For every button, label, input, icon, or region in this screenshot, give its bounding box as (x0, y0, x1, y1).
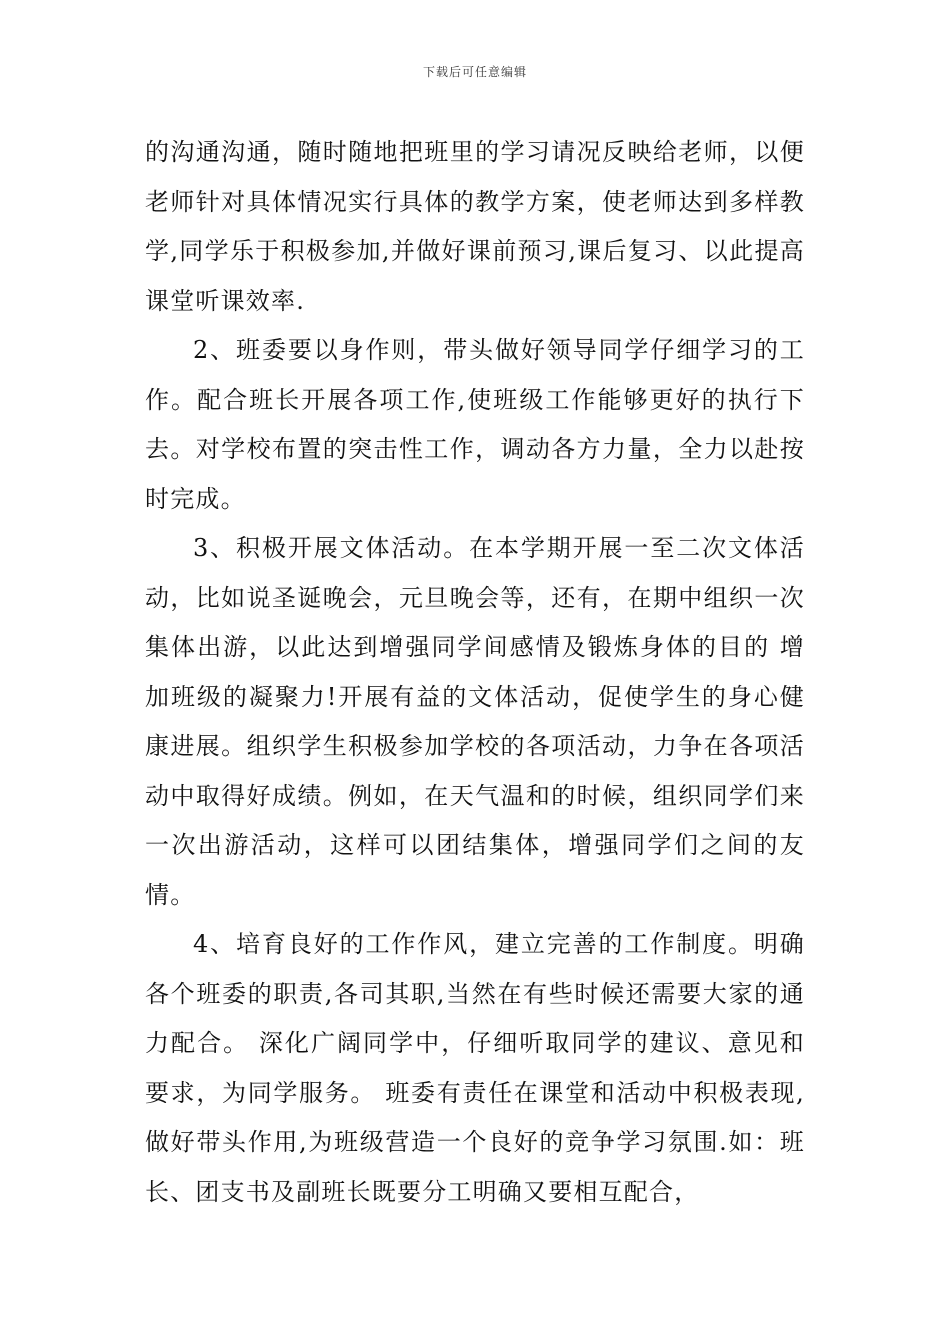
paragraph-item-4: 4、培育良好的工作作风，建立完善的工作制度。明确各个班委的职责,各司其职,当然在有些时候还需要大家的通力配合。 深化广阔同学中，仔细听取同学的建议、意见和要求，为同学服务。 班委有责任在课堂和活动中积极表现,做好带头作用,为班级营造一个良好的竞争学习氛围.如：班长、团支书及副班长既要分工明确又要相互配合， (145, 930, 805, 1206)
paragraph-item-2: 2、班委要以身作则，带头做好领导同学仔细学习的工作。配合班长开展各项工作,使班级工作能够更好的执行下去。对学校布置的突击性工作，调动各方力量，全力以赴按时完成。 (145, 336, 805, 513)
page-header: 下载后可任意编辑 (422, 65, 527, 79)
paragraph-continuation: 的沟通沟通，随时随地把班里的学习请况反映给老师，以便老师针对具体情况实行具体的教学方案，使老师达到多样教学,同学乐于积极参加,并做好课前预习,课后复习、以此提高课堂听课效率. (145, 138, 805, 315)
paragraph-item-3: 3、积极开展文体活动。在本学期开展一至二次文体活动，比如说圣诞晚会，元旦晚会等，还有，在期中组织一次集体出游，以此达到增强同学间感情及锻炼身体的目的 增加班级的凝聚力!开展有益的文体活动，促使学生的身心健康进展。组织学生积极参加学校的各项活动，力争在各项活动中取得好成绩。例如，在天气温和的时候，组织同学们来一次出游活动，这样可以团结集体，增强同学们之间的友情。 (145, 534, 805, 909)
document-body (145, 128, 805, 1217)
